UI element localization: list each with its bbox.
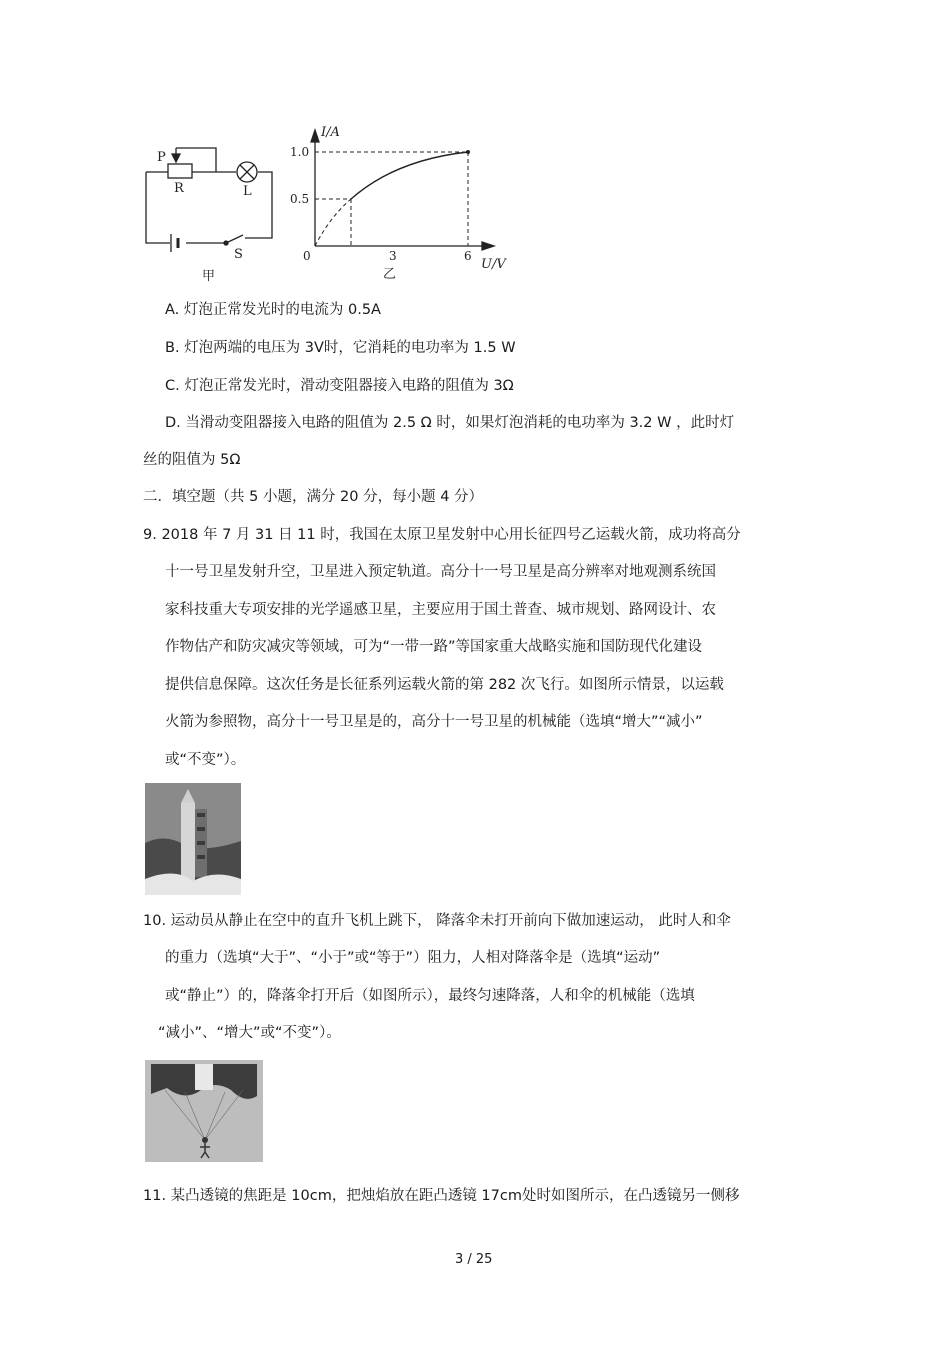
circuit-caption: 甲 [202,269,216,284]
q10-line-1: 10. 运动员从静止在空中的直升飞机上跳下， 降落伞未打开前向下做加速运动， 此时人和伞 [143,913,731,929]
q9-line-2: 十一号卫星发射升空，卫星进入预定轨道。高分十一号卫星是高分辨率对地观测系统国 [165,564,716,580]
circuit-label-p: P [157,150,166,165]
q9-line-5: 提供信息保障。这次任务是长征系列运载火箭的第 282 次飞行。如图所示情景，以运载 [165,677,724,693]
graph-x-axis-label: U/V [481,257,506,272]
parachute-photo [145,1060,263,1162]
circuit-label-s: S [234,247,243,262]
q9-line-3: 家科技重大专项安排的光学遥感卫星，主要应用于国土普查、城市规划、路网设计、农 [165,602,716,618]
q10-line-3: 或“静止”）的，降落伞打开后（如图所示），最终匀速降落，人和伞的机械能（选填 [165,988,695,1004]
graph-origin-label: 0 [303,249,311,263]
circuit-label-l: L [243,184,252,199]
option-d-line-2: 丝的阻值为 5Ω [143,452,241,468]
q9-line-4: 作物估产和防灾减灾等领域，可为“一带一路”等国家重大战略实施和国防现代化建设 [165,639,703,655]
q9-line-1: 9. 2018 年 7 月 31 日 11 时，我国在太原卫星发射中心用长征四号乙运载火箭，成功将高分 [143,527,741,543]
graph-x-tick-6: 6 [464,249,472,263]
q9-line-7: 或“不变”）。 [165,752,246,768]
graph-x-tick-3: 3 [389,249,397,263]
q10-line-2: 的重力（选填“大于”、“小于”或“等于”）阻力，人相对降落伞是（选填“运动” [165,950,661,966]
q10-line-4: “减小”、“增大”或“不变”）。 [158,1025,341,1041]
iu-graph [285,122,515,282]
option-a: A. 灯泡正常发光时的电流为 0.5A [165,302,381,318]
option-d-line-1: D. 当滑动变阻器接入电路的阻值为 2.5 Ω 时，如果灯泡消耗的电功率为 3.2 W ，此时灯 [165,415,735,431]
rocket-launch-photo [145,783,241,895]
circuit-label-r: R [174,181,184,196]
page-number: 3 / 25 [455,1252,493,1267]
circuit-diagram [140,140,280,290]
graph-y-tick-0-5: 0.5 [290,192,310,206]
q11-line-1: 11. 某凸透镜的焦距是 10cm，把烛焰放在距凸透镜 17cm处时如图所示，在凸透镜另一侧移 [143,1188,740,1204]
graph-y-axis-label: I/A [321,125,340,140]
q9-line-6: 火箭为参照物，高分十一号卫星是的，高分十一号卫星的机械能（选填“增大”“减小” [165,714,703,730]
option-c: C. 灯泡正常发光时，滑动变阻器接入电路的阻值为 3Ω [165,378,514,394]
graph-y-tick-1: 1.0 [290,145,310,159]
section-heading: 二．填空题（共 5 小题，满分 20 分，每小题 4 分） [143,489,484,505]
option-b: B. 灯泡两端的电压为 3V时，它消耗的电功率为 1.5 W [165,340,516,356]
graph-caption: 乙 [383,267,397,282]
